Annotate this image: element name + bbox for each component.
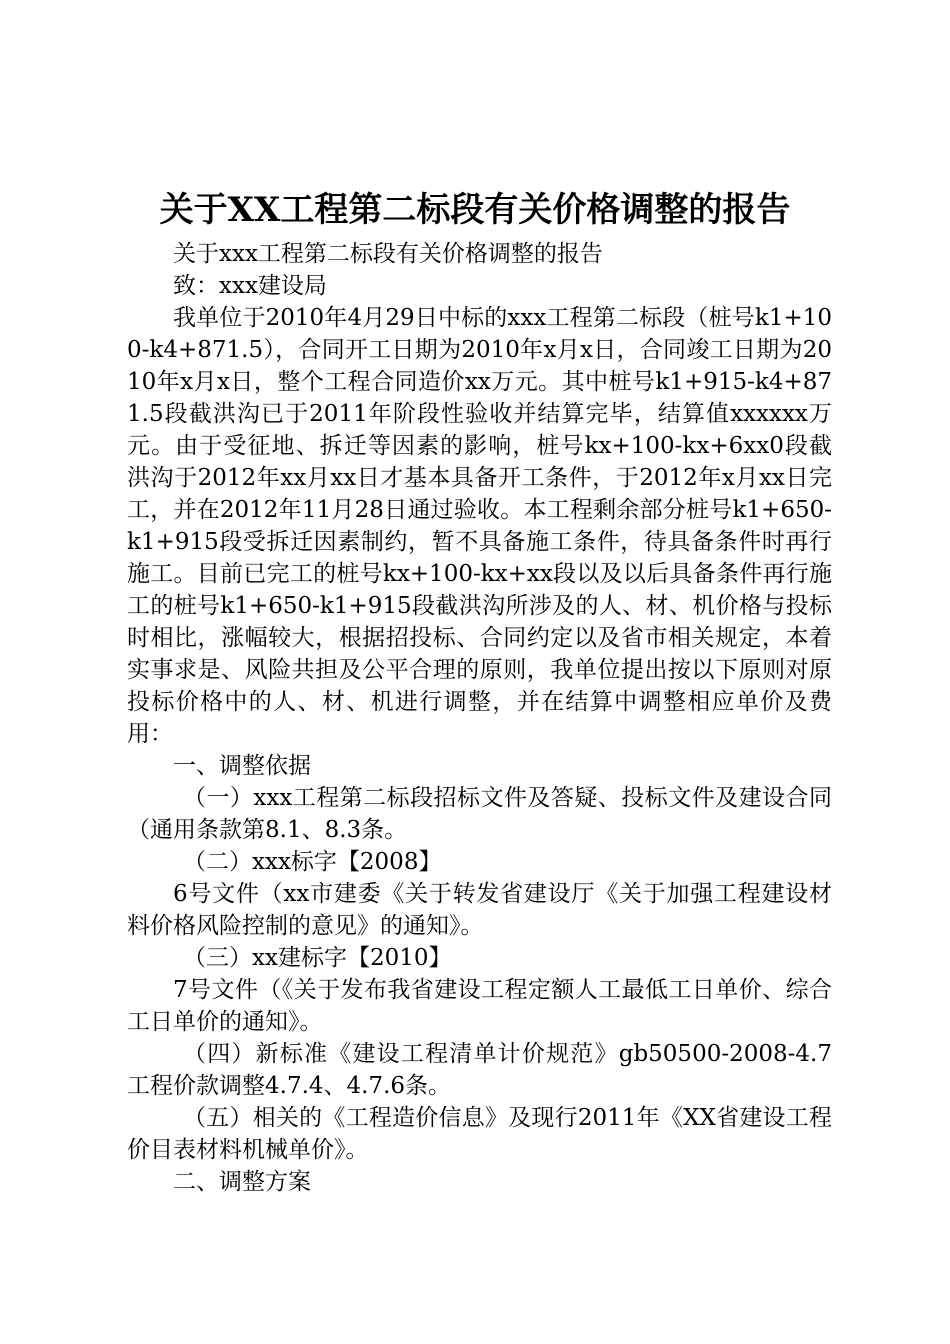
document-body [127,238,832,1198]
document-title: 关于XX工程第二标段有关价格调整的报告 [159,190,791,230]
basis-item-2-text: 6号文件（xx市建委《关于转发省建设厅《关于加强工程建设材料价格风险控制的意见》的通知》。 [127,881,832,939]
basis-item-3-text: 7号文件（《关于发布我省建设工程定额人工最低工日单价、综合工日单价的通知》。 [127,977,832,1035]
basis-item-5: （五）相关的《工程造价信息》及现行2011年《XX省建设工程价目表材料机械单价》。 [127,1105,832,1163]
basis-item-1: （一）xxx工程第二标段招标文件及答疑、投标文件及建设合同（通用条款第8.1、8.3条。 [127,785,832,843]
basis-item-4: （四）新标准《建设工程清单计价规范》gb50500-2008-4.7工程价款调整4.7.4、4.7.6条。 [127,1041,832,1099]
report-subtitle: 关于xxx工程第二标段有关价格调整的报告 [173,241,603,267]
body-paragraph-main: 我单位于2010年4月29日中标的xxx工程第二标段（桩号k1+100-k4+871.5），合同开工日期为2010年x月x日，合同竣工日期为2010年x月x日，整个工程合同造价xx万元。其中桩号k1+915-k4+871.5段截洪沟已于2011年阶段性验收并结算完毕，结算值xxxxxx万元。由于受征地、拆迁等因素的影响，桩号kx+100-kx+6xx0段截洪沟于2012年xx月xx日才基本具备开工条件，于2012年x月xx日完工，并在2012年11月28日通过验收。本工程剩余部分桩号k1+650-k1+915段受拆迁因素制约，暂不具备施工条件，待具备条件时再行施工。目前已完工的桩号kx+100-kx+xx段以及以后具备条件再行施工的桩号k1+650-k1+915段截洪沟所涉及的人、材、机价格与投标时相比，涨幅较大，根据招投标、合同约定以及省市相关规定，本着实事求是、风险共担及公平合理的原则，我单位提出按以下原则对原投标价格中的人、材、机进行调整，并在结算中调整相应单价及费用： [127,305,832,747]
basis-item-3-header: （三）xx建标字【2010】 [183,945,452,971]
addressee-line: 致：xxx建设局 [173,273,327,299]
basis-item-2-header: （二）xxx标字【2008】 [183,849,442,875]
section-heading-plan: 二、调整方案 [173,1169,311,1195]
section-heading-basis: 一、调整依据 [173,753,311,779]
